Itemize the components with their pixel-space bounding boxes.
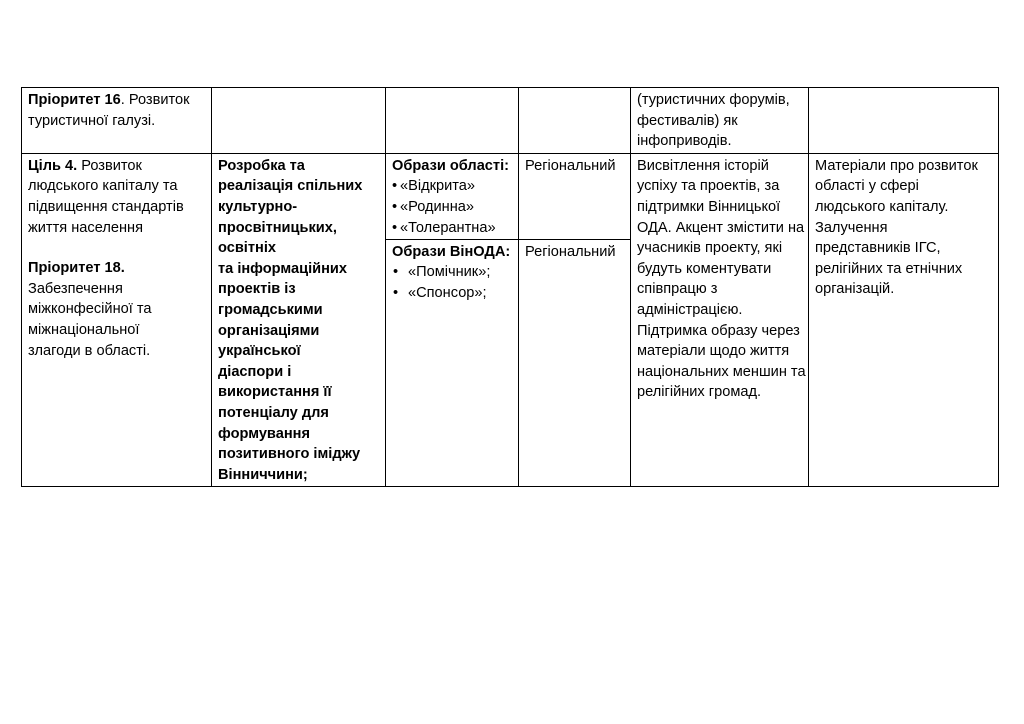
coverage-text: Висвітлення історій успіху та проектів, за підтримки Вінницької ОДА. Акцент змістити на учасників проекту, які будуть коментувати співпрацю з адміністрацією. Підтримка образу через матеріали щодо життя національних меншин та релігійних громад. — [637, 157, 806, 401]
priority-16-cell — [22, 88, 212, 154]
list-item: • «Помічник»; — [392, 262, 513, 283]
action-line: та інформаційних — [218, 260, 348, 277]
action-line: формування — [218, 425, 310, 442]
list-item: • «Толерантна» — [392, 218, 513, 239]
coverage-continuation-cell — [631, 88, 809, 154]
images-region-block — [386, 154, 518, 239]
coverage-cell — [631, 153, 809, 487]
table-row — [22, 153, 999, 487]
action-line: реалізація спільних — [218, 178, 363, 195]
strategy-table — [21, 87, 999, 487]
action-line: позитивного іміджу — [218, 446, 361, 463]
coverage-continuation-text: (туристичних форумів, фестивалів) як інфоприводів. — [637, 92, 790, 150]
empty-cell — [809, 88, 999, 154]
list-item: • «Родинна» — [392, 197, 513, 218]
materials-cell — [809, 153, 999, 487]
table-row — [22, 88, 999, 154]
empty-cell — [212, 88, 386, 154]
goal-4-text: Розвиток людського капіталу та підвищення стандартів життя населення — [28, 157, 184, 236]
goal-4-label: Ціль 4. — [28, 157, 78, 174]
empty-cell — [519, 88, 631, 154]
list-item: • «Спонсор»; — [392, 283, 513, 304]
priority-16-label: Пріоритет 16 — [28, 92, 121, 108]
action-line: освітніх — [218, 240, 276, 257]
images-region-title: Образи області: — [392, 157, 509, 174]
action-line: культурно- — [218, 198, 298, 215]
materials-text: Матеріали про розвиток області у сфері людського капіталу. Залучення представників ІГС, релігійних та етнічних організацій. — [815, 157, 978, 298]
action-line: потенціалу для — [218, 404, 329, 421]
goal-4 — [28, 156, 207, 238]
action-line: організаціями — [218, 322, 320, 339]
level-oda: Регіональний — [519, 239, 630, 264]
priority-18-text: Забезпечення міжконфесійної та міжнаціональної злагоди в області. — [28, 280, 152, 359]
empty-cell — [386, 88, 519, 154]
action-line: проектів із — [218, 281, 296, 298]
action-line: громадськими — [218, 301, 323, 318]
action-line: просвітницьких, — [218, 219, 337, 236]
images-oda-title: Образи ВінОДА: — [392, 243, 511, 260]
action-line: використання її — [218, 384, 332, 401]
images-oda-block — [386, 239, 518, 305]
images-cell — [386, 153, 519, 487]
action-cell — [212, 153, 386, 487]
action-line: української — [218, 343, 301, 360]
level-cell — [519, 153, 631, 487]
action-line: діаспори і — [218, 363, 292, 380]
images-oda-list — [392, 262, 513, 303]
priority-18-label: Пріоритет 18. — [28, 260, 125, 277]
level-region: Регіональний — [525, 157, 616, 174]
list-item: • «Відкрита» — [392, 176, 513, 197]
action-line: Вінниччини; — [218, 466, 308, 483]
priority-16-text: . Розвиток туристичної галузі. — [28, 92, 190, 129]
images-region-list — [392, 176, 513, 238]
action-line: Розробка та — [218, 157, 305, 174]
goal-cell — [22, 153, 212, 487]
